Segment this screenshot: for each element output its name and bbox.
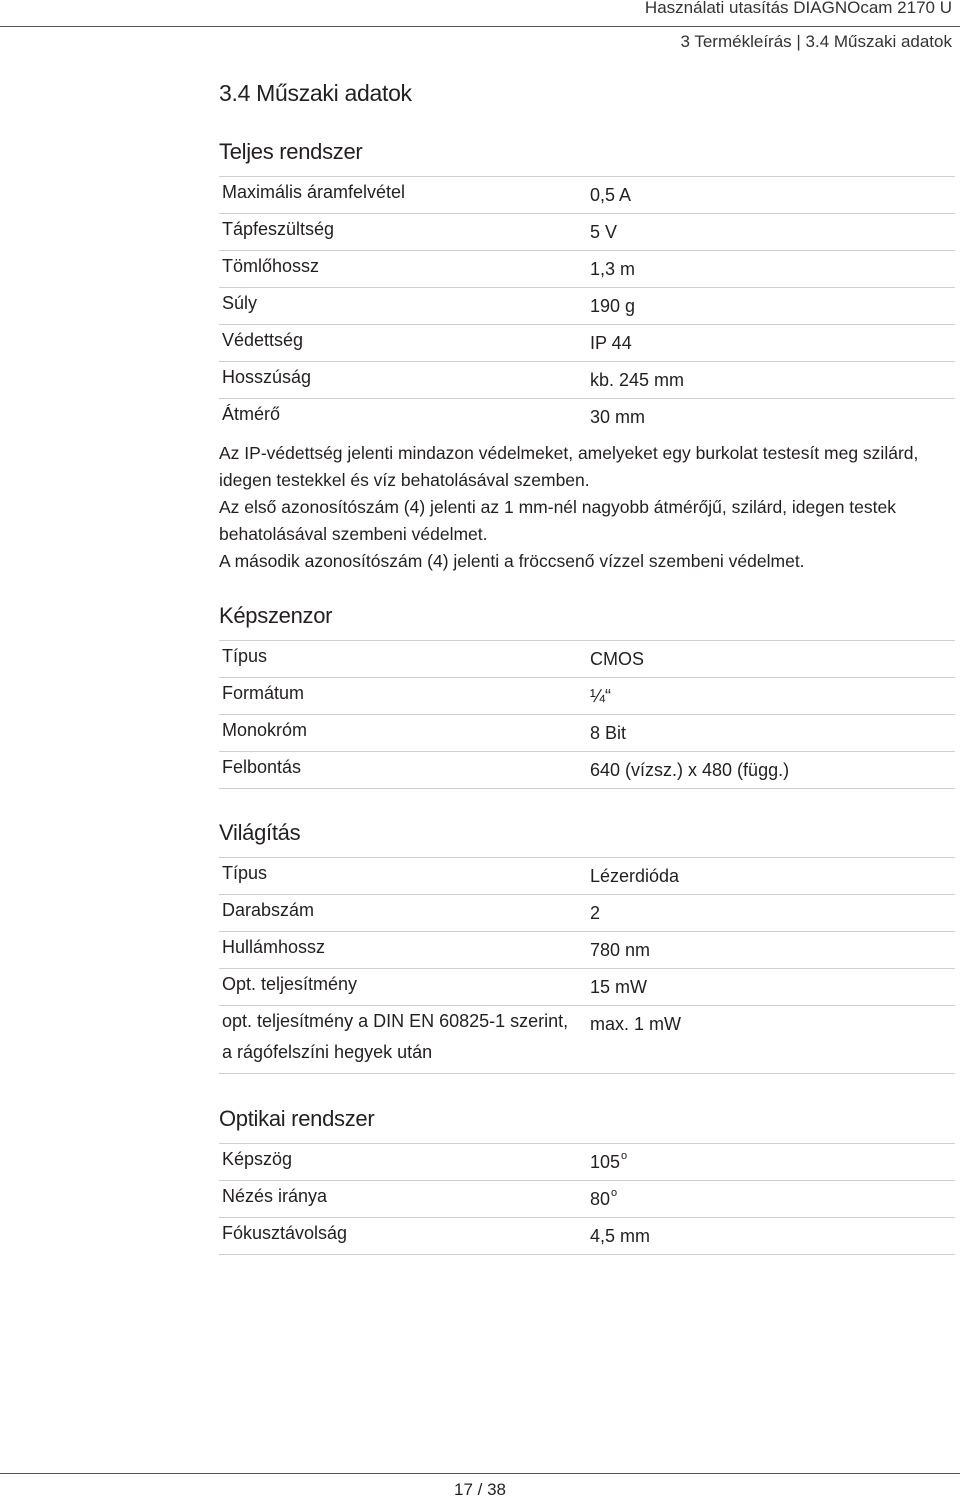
spec-label: Típus	[222, 646, 268, 666]
optics-spec-table	[219, 1143, 955, 1255]
table-row	[219, 969, 955, 1006]
spec-label: Fókusztávolság	[222, 1223, 348, 1243]
angle-value: 80	[590, 1189, 611, 1209]
ip-protection-notes	[219, 440, 949, 575]
footer-divider	[0, 1473, 960, 1474]
spec-label: Átmérő	[222, 404, 281, 424]
sensor-spec-table	[219, 640, 955, 789]
spec-label: Tápfeszültség	[222, 219, 335, 239]
spec-label: Monokróm	[222, 720, 308, 740]
document-title: Használati utasítás DIAGNOcam 2170 U	[644, 0, 952, 17]
spec-label: Maximális áramfelvétel	[222, 182, 406, 202]
sensor-title: Képszenzor	[219, 603, 333, 628]
spec-value: CMOS	[590, 649, 644, 669]
table-row	[219, 214, 955, 251]
spec-label: Típus	[222, 863, 268, 883]
table-row	[219, 752, 955, 789]
spec-value: kb. 245 mm	[590, 370, 685, 390]
system-spec-table	[219, 176, 955, 435]
spec-label: Opt. teljesítmény	[222, 974, 358, 994]
table-row	[219, 641, 955, 678]
spec-value: 15 mW	[590, 977, 648, 997]
table-row	[219, 288, 955, 325]
table-row	[219, 895, 955, 932]
table-row	[219, 399, 955, 435]
header-divider	[0, 26, 960, 27]
spec-label: Darabszám	[222, 900, 315, 920]
spec-value: 2	[590, 903, 601, 923]
spec-label: Képszög	[222, 1149, 293, 1169]
spec-value: max. 1 mW	[590, 1014, 682, 1034]
optics-title: Optikai rendszer	[219, 1106, 375, 1131]
spec-value: 30 mm	[590, 407, 646, 427]
spec-value: 1,3 m	[590, 259, 636, 279]
note-paragraph: A második azonosítószám (4) jelenti a fröccsenő vízzel szembeni védelmet.	[219, 551, 805, 571]
note-paragraph: Az IP-védettség jelenti mindazon védelmeket, amelyeket egy burkolat testesít meg szilárd, idegen testekkel és víz behatolásával szemben.	[219, 443, 919, 490]
spec-value: 5 V	[590, 222, 618, 242]
system-title: Teljes rendszer	[219, 139, 363, 164]
breadcrumb: 3 Termékleírás | 3.4 Műszaki adatok	[680, 32, 952, 51]
spec-label: Hullámhossz	[222, 937, 326, 957]
spec-value: IP 44	[590, 333, 632, 353]
note-paragraph: Az első azonosítószám (4) jelenti az 1 mm-nél nagyobb átmérőjű, szilárd, idegen testek behatolásával szembeni védelmet.	[219, 497, 896, 544]
spec-value	[590, 1189, 617, 1212]
table-row	[219, 858, 955, 895]
lighting-spec-table	[219, 857, 955, 1074]
spec-value: Lézerdióda	[590, 866, 680, 886]
spec-label: opt. teljesítmény a DIN EN 60825-1 szerint, a rágófelszíni hegyek után	[222, 1011, 569, 1062]
degree-sign: o	[621, 1150, 628, 1162]
spec-value: 780 nm	[590, 940, 651, 960]
spec-label: Hosszúság	[222, 367, 312, 387]
spec-value: 190 g	[590, 296, 636, 316]
table-row	[219, 1218, 955, 1255]
table-row	[219, 177, 955, 214]
spec-value: 640 (vízsz.) x 480 (függ.)	[590, 760, 790, 780]
table-row	[219, 1181, 955, 1218]
table-row	[219, 251, 955, 288]
section-title: 3.4 Műszaki adatok	[219, 80, 412, 106]
spec-value: 4,5 mm	[590, 1226, 651, 1246]
lighting-title: Világítás	[219, 820, 301, 845]
angle-value: 105	[590, 1152, 621, 1172]
spec-value: 0,5 A	[590, 185, 632, 205]
table-row	[219, 678, 955, 715]
page-number: 17 / 38	[454, 1480, 506, 1499]
spec-label: Súly	[222, 293, 258, 313]
spec-label: Tömlőhossz	[222, 256, 320, 276]
spec-value	[590, 1152, 627, 1175]
spec-value: 8 Bit	[590, 723, 627, 743]
table-row	[219, 1144, 955, 1181]
spec-label: Formátum	[222, 683, 305, 703]
spec-label: Felbontás	[222, 757, 302, 777]
table-row	[219, 325, 955, 362]
table-row	[219, 362, 955, 399]
spec-label: Nézés iránya	[222, 1186, 328, 1206]
spec-value: ¼“	[590, 686, 612, 706]
table-row	[219, 715, 955, 752]
spec-label: Védettség	[222, 330, 304, 350]
degree-sign: o	[611, 1187, 618, 1199]
table-row	[219, 932, 955, 969]
table-row	[219, 1006, 955, 1074]
